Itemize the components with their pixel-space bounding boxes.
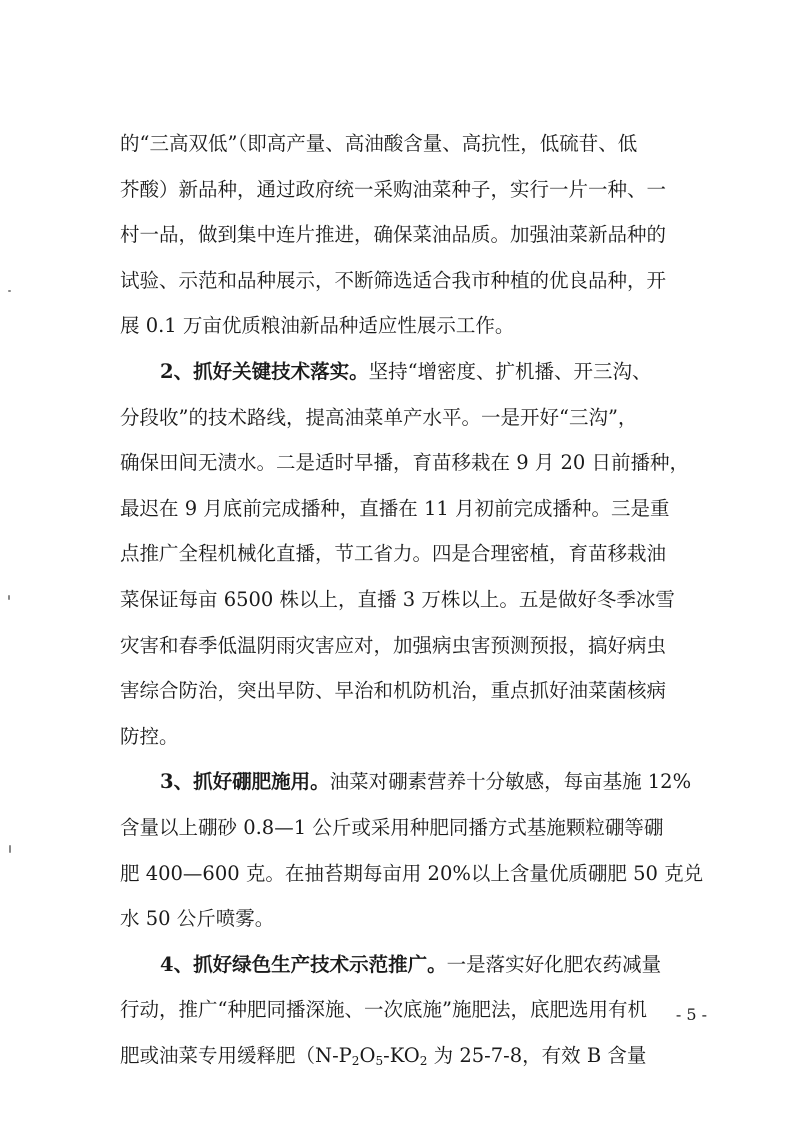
paragraph-line: 肥 400—600 克。在抽苔期每亩用 20%以上含量优质硼肥 50 克兑 [120, 862, 704, 885]
paragraph-line: 灾害和春季低温阴雨灾害应对，加强病虫害预测预报，搞好病虫 [120, 634, 667, 657]
scan-speck [9, 845, 11, 853]
section-heading-line [160, 772, 691, 792]
scan-speck [8, 290, 11, 292]
paragraph-text: 一是落实好化肥农药减量 [446, 953, 662, 976]
formula-subscript: 5 [375, 1054, 384, 1069]
section-heading: 3、抓好硼肥施用。 [160, 770, 330, 793]
paragraph-line: 展 0.1 万亩优质粮油新品种适应性展示工作。 [120, 314, 515, 337]
formula-subscript: 2 [351, 1054, 360, 1069]
section-heading-line [160, 362, 652, 382]
paragraph-text: 油菜对硼素营养十分敏感，每亩基施 12% [329, 770, 692, 793]
paragraph-line: 点推广全程机械化直播，节工省力。四是合理密植，育苗移栽油 [120, 542, 667, 565]
paragraph-line [120, 1044, 647, 1069]
paragraph-line: 含量以上硼砂 0.8—1 公斤或采用种肥同播方式基施颗粒硼等硼 [120, 816, 664, 839]
paragraph-line: 村一品，做到集中连片推进，确保菜油品质。加强油菜新品种的 [120, 223, 667, 246]
formula-text: 肥或油菜专用缓释肥（N-P [120, 1044, 352, 1067]
formula-text: 为 25-7-8，有效 B 含量 [427, 1044, 647, 1067]
paragraph-text: 坚持“增密度、扩机播、开三沟、 [368, 360, 652, 383]
paragraph-line: 的“三高双低”（即高产量、高油酸含量、高抗性，低硫苷、低 [120, 132, 638, 155]
paragraph-line: 行动，推广“种肥同播深施、一次底施”施肥法，底肥选用有机 [120, 998, 647, 1021]
paragraph-line: 芥酸）新品种，通过政府统一采购油菜种子，实行一片一种、一 [120, 178, 667, 201]
section-heading: 2、抓好关键技术落实。 [160, 360, 369, 383]
paragraph-line: 试验、示范和品种展示，不断筛选适合我市种植的优良品种，开 [120, 269, 667, 292]
paragraph-line: 害综合防治，突出早防、早治和机防机治，重点抓好油菜菌核病 [120, 679, 667, 702]
paragraph-line: 水 50 公斤喷雾。 [120, 907, 275, 930]
paragraph-line: 菜保证每亩 6500 株以上，直播 3 万株以上。五是做好冬季冰雪 [120, 588, 675, 611]
paragraph-line: 分段收”的技术路线，提高油菜单产水平。一是开好“三沟”， [120, 406, 638, 429]
section-heading: 4、抓好绿色生产技术示范推广。 [160, 953, 447, 976]
paragraph-line: 防控。 [120, 725, 179, 748]
formula-text: -KO [383, 1044, 420, 1067]
page-number: - 5 - [675, 1005, 707, 1024]
scan-speck [8, 595, 10, 600]
paragraph-line: 确保田间无渍水。二是适时早播，育苗移栽在 9 月 20 日前播种， [120, 451, 690, 474]
formula-subscript: 2 [419, 1054, 428, 1069]
formula-text: O [359, 1044, 376, 1067]
paragraph-line: 最迟在 9 月底前完成播种，直播在 11 月初前完成播种。三是重 [120, 497, 670, 520]
section-heading-line [160, 955, 661, 975]
